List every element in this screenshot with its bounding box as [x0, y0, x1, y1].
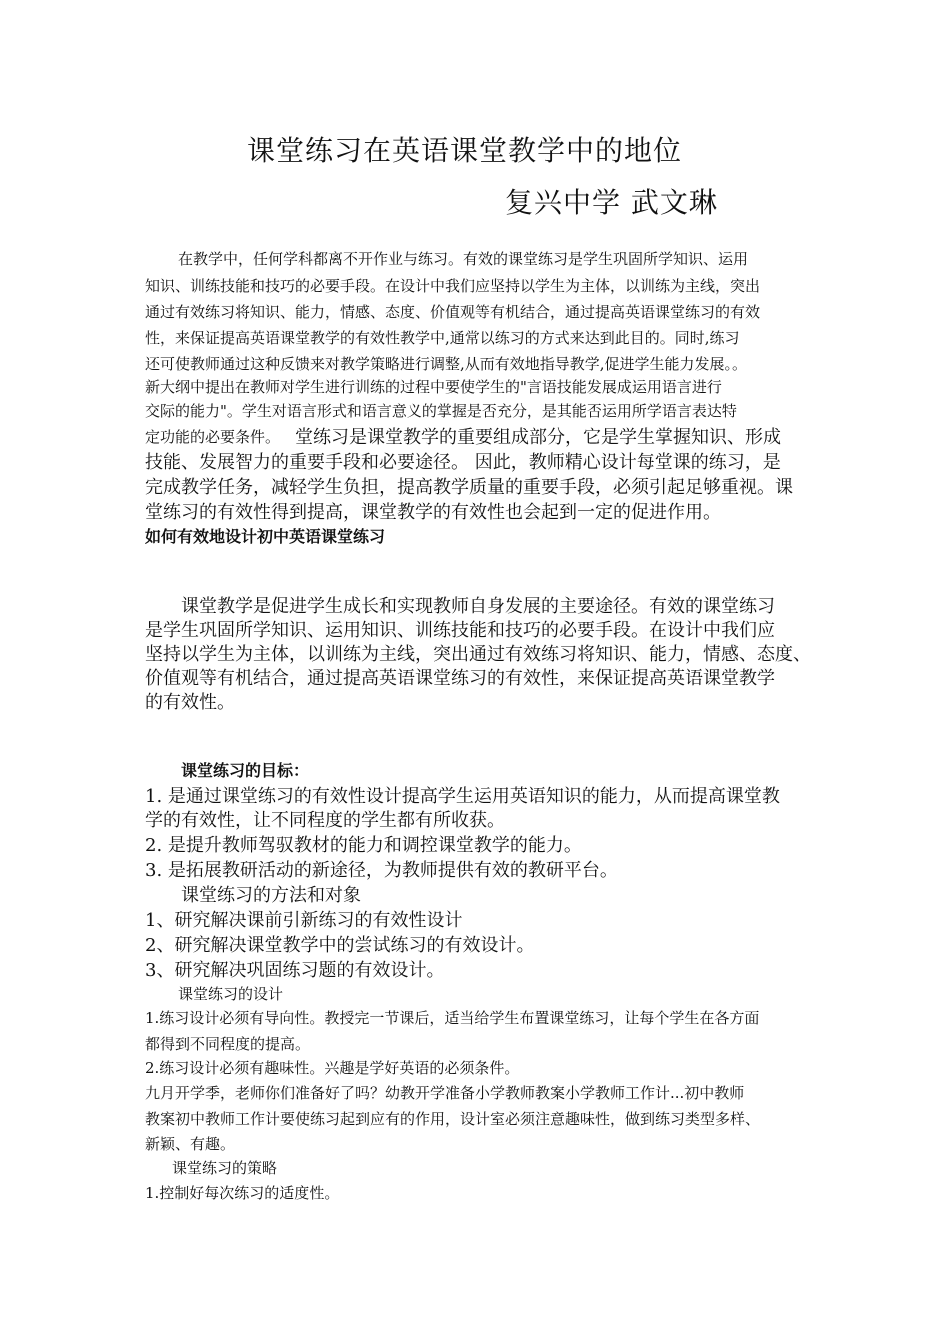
list-item: 3、研究解决巩固练习题的有效设计。 [145, 960, 445, 981]
text-line: 在教学中，任何学科都离不开作业与练习。有效的课堂练习是学生巩固所学知识、运用 [178, 250, 749, 268]
list-item: 1、研究解决课前引新练习的有效性设计 [145, 910, 463, 931]
text-line: 的有效性。 [145, 692, 235, 713]
section-heading: 课堂练习的目标： [181, 761, 310, 780]
list-item: 1. 是通过课堂练习的有效性设计提高学生运用英语知识的能力，从而提高课堂教 [145, 786, 780, 807]
section-heading: 课堂练习的方法和对象 [181, 885, 361, 906]
list-item: 学的有效性，让不同程度的学生都有所收获。 [145, 810, 505, 831]
section-heading: 如何有效地设计初中英语课堂练习 [145, 527, 386, 546]
text-line: 新颖、有趣。 [145, 1135, 236, 1153]
section-heading: 课堂练习的设计 [178, 985, 284, 1003]
list-item: 2. 是提升教师驾驭教材的能力和调控课堂教学的能力。 [145, 835, 582, 856]
text-line: 坚持以学生为主体，以训练为主线，突出通过有效练习将知识、能力，情感、态度、 [145, 644, 811, 665]
text-line: 2.练习设计必须有趣味性。兴趣是学好英语的必须条件。 [145, 1059, 520, 1077]
list-item: 1.控制好每次练习的适度性。 [145, 1184, 340, 1202]
text-line: 知识、训练技能和技巧的必要手段。在设计中我们应坚持以学生为主体，以训练为主线，突出 [145, 277, 761, 295]
text-line: 技能、发展智力的重要手段和必要途径。 因此，教师精心设计每堂课的练习，是 [145, 452, 781, 473]
text-line: 价值观等有机结合，通过提高英语课堂练习的有效性，来保证提高英语课堂教学 [145, 668, 775, 689]
text-line: 新大纲中提出在教师对学生进行训练的过程中要使学生的"言语技能发展成运用语言进行 [145, 378, 722, 396]
text-line: 是学生巩固所学知识、运用知识、训练技能和技巧的必要手段。在设计中我们应 [145, 620, 775, 641]
text-line: 通过有效练习将知识、能力，情感、态度、价值观等有机结合，通过提高英语课堂练习的有效 [145, 303, 761, 321]
text-line: 完成教学任务，减轻学生负担，提高教学质量的重要手段，必须引起足够重视。课 [145, 477, 793, 498]
text-line: 堂练习的有效性得到提高，课堂教学的有效性也会起到一定的促进作用。 [145, 502, 721, 523]
text-line: 定功能的必要条件。 [145, 428, 281, 446]
document-author: 复兴中学 武文琳 [505, 186, 718, 219]
text-line: 还可使教师通过这种反馈来对教学策略进行调整,从而有效地指导教学,促进学生能力发展。。 [145, 355, 748, 373]
section-heading: 课堂练习的策略 [172, 1159, 278, 1177]
text-line: 1.练习设计必须有导向性。教授完一节课后，适当给学生布置课堂练习，让每个学生在各方面 [145, 1009, 760, 1027]
text-line: 九月开学季，老师你们准备好了吗？幼教开学准备小学教师教案小学教师工作计...初中教师 [145, 1084, 745, 1102]
list-item: 2、研究解决课堂教学中的尝试练习的有效设计。 [145, 935, 535, 956]
text-line: 堂练习是课堂教学的重要组成部分，它是学生掌握知识、形成 [295, 427, 781, 448]
text-line: 都得到不同程度的提高。 [145, 1035, 311, 1053]
text-line: 交际的能力"。学生对语言形式和语言意义的掌握是否充分，是其能否运用所学语言表达特 [145, 402, 737, 420]
text-line: 教案初中教师工作计要使练习起到应有的作用，设计室必须注意趣味性，做到练习类型多样、 [145, 1110, 761, 1128]
document-title: 课堂练习在英语课堂教学中的地位 [247, 134, 683, 167]
text-line: 课堂教学是促进学生成长和实现教师自身发展的主要途径。有效的课堂练习 [181, 596, 775, 617]
list-item: 3. 是拓展教研活动的新途径，为教师提供有效的教研平台。 [145, 860, 618, 881]
text-line: 性，来保证提高英语课堂教学的有效性教学中,通常以练习的方式来达到此目的。同时,练习 [145, 329, 740, 347]
